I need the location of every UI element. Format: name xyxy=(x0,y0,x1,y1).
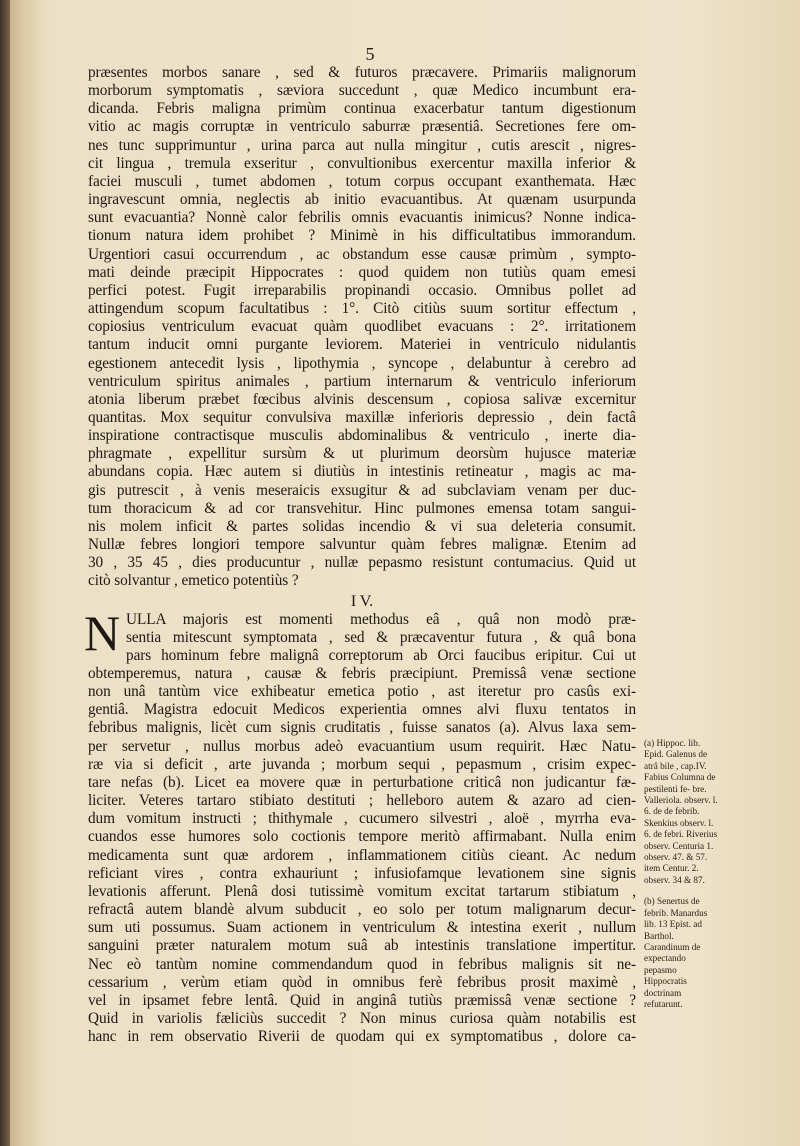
text-line: vitio ac magis corruptæ in ventriculo saburræ præsentiâ. Secretiones fere om- xyxy=(88,118,636,136)
text-line: gis putrescit , à venis meseraicis exsugitur & ad subclaviam venam per duc- xyxy=(88,481,636,499)
text-line: refractâ autem blandè alvum subducit , eo solo per totum malignarum decur- xyxy=(88,901,636,919)
text-line: non unâ tantùm vice exhibeatur emetica potio , ast iteretur pro casûs exi- xyxy=(88,683,636,701)
text-line: per servetur , nullus morbus adeò evacuantium usum requirit. Hæc Natu- xyxy=(88,737,636,755)
margin-note: (b) Senertus de febrib. Manardus lib. 13 Epist. ad Barthol. Carandinum de expectando pepasmo Hippocratis doctrinam refutarunt. xyxy=(644,896,708,1009)
text-line: Nec eò tantùm nomine commendandum quod in febribus malignis sit ne- xyxy=(88,955,636,973)
text-line: cessarium , verùm etiam quòd in omnibus ferè febribus prosit maximè , xyxy=(88,973,636,991)
text-line: reficiant vires , contra exhauriunt ; infusiofamque levationem sine signis xyxy=(88,864,636,882)
text-line: morborum symptomatis , sæviora succedunt , quæ Medico incumbunt era- xyxy=(88,82,636,100)
text-line: atonia liberum præbet fœcibus alvinis descensum , copiosa salivæ excernitur xyxy=(88,390,636,408)
text-line: dum vomitum instructi ; thithymale , cucumero silvestri , aloë , myrrha eva- xyxy=(88,810,636,828)
text-line: gentiâ. Magistra edocuit Medicos experientia omnes alvi fluxu tentatos in xyxy=(88,701,636,719)
text-line: tantum inducit omni purgante leviorem. Materiei in ventriculo nidulantis xyxy=(88,336,636,354)
book-gutter xyxy=(0,0,10,1146)
text-line: egestionem antecedit lysis , lipothymia , syncope , delabuntur à cerebro ad xyxy=(88,354,636,372)
text-line: liciter. Veteres tartaro stibiato destituti ; helleboro autem & azaro ad cien- xyxy=(88,792,636,810)
text-line: phragmate , expellitur sursùm & ut plurimum deorsùm hujusce materiæ xyxy=(88,445,636,463)
text-line: 30 , 35 45 , dies producuntur , nullæ pepasmo resistunt contumacius. Quid ut xyxy=(88,554,636,572)
text-line: tum thoracicum & ad cor transvehitur. Hinc pulmones emensa totam sangui- xyxy=(88,499,636,517)
text-line: perfici potest. Fugit irreparabilis propinandi occasio. Omnibus pollet ad xyxy=(88,281,636,299)
text-line: faciei musculi , tumet abdomen , totum corpus occupant exanthemata. Hæc xyxy=(88,172,636,190)
text-line: ventriculum spiritus animales , partium internarum & ventriculo inferiorum xyxy=(88,372,636,390)
drop-cap: N xyxy=(84,604,121,661)
text-line: dicanda. Febris maligna primùm continua exacerbatur tantum digestionum xyxy=(88,100,636,118)
text-line: inspiratione contractisque musculis abdominalibus & ventriculo , inerte dia- xyxy=(88,427,636,445)
margin-note: (a) Hippoc. lib. Epid. Galenus de atrâ bile , cap.IV. Fabius Columna de pestilenti fe- bre. Valleriola. observ. l. 6. de de febrib. Skenkius observ. l. 6. de febri. Riverius observ. Centuria 1. observ. 47. & 57. item Centur. 2. observ. 34 & 87. xyxy=(644,738,718,885)
text-line: sentia mitescunt symptomata , sed & præcaventur futura , & quâ bona xyxy=(126,628,636,646)
text-line: nis molem inficit & partes solidas incendio & vi sua deleteria consumit. xyxy=(88,517,636,535)
main-text-column xyxy=(84,64,636,1046)
text-line: copiosius ventriculum evacuat quàm quodlibet evacuans : 2°. irritationem xyxy=(88,318,636,336)
text-line: Quid in variolis fæliciùs succedit ? Non minus curiosa quàm notabilis est xyxy=(88,1009,636,1027)
text-line: tare nefas (b). Licet ea movere quæ in perturbatione criticâ non judicantur fæ- xyxy=(88,773,636,791)
text-line: nes tunc supprimuntur , urina parca aut nulla mingitur , cutis arescit , nigres- xyxy=(88,136,636,154)
text-line: Urgentiori casui occurrendum , ac obstandum esse causæ primùm , sympto- xyxy=(88,245,636,263)
text-line: levationis afferunt. Plenâ dosi tutissimè vomitum excitat tartarum stibiatum , xyxy=(88,882,636,900)
section-iv xyxy=(84,604,636,1047)
text-line: ingravescunt omnia, neglectis ab initio evacuantibus. At quænam usurpunda xyxy=(88,191,636,209)
text-line: quantitas. Mox sequitur convulsiva maxillæ inferioris depressio , dein factâ xyxy=(88,408,636,426)
text-line: pars hominum febre malignâ correptorum ab Orci faucibus eripitur. Cui ut xyxy=(126,646,636,664)
text-line: hanc in rem observatio Riverii de quodam qui ex symptomatibus , dolore ca- xyxy=(88,1028,636,1046)
text-line: citò solvantur , emetico potentiùs ? xyxy=(88,572,299,590)
paragraph-2 xyxy=(88,611,636,1047)
text-line: sum uti possumus. Suam actionem in ventriculum & intestina exerit , nullum xyxy=(88,919,636,937)
text-line: ræ via si deficit , arte juvanda ; morbum sequi , pepasmum , crisim expec- xyxy=(88,755,636,773)
text-line: attingendum scopum facultatibus : 1°. Citò citiùs suum sortitur effectum , xyxy=(88,300,636,318)
section-heading: I V. xyxy=(350,592,374,610)
paragraph-1 xyxy=(88,64,636,591)
text-line: mati deinde præcipit Hippocrates : quod quidem non tutiùs quam emesi xyxy=(88,263,636,281)
page-number: 5 xyxy=(365,44,375,64)
book-page xyxy=(10,0,800,1146)
text-line: præsentes morbos sanare , sed & futuros præcavere. Primariis malignorum xyxy=(88,64,636,81)
text-line: medicamenta sunt quæ ardorem , inflammationem citiùs cieant. Ac nedum xyxy=(88,846,636,864)
text-line: cuandos esse humores solo coctionis tempore meritò affirmabant. Nulla enim xyxy=(88,828,636,846)
text-line: febribus malignis, licèt cum signis cruditatis , fuisse sanatos (a). Alvus laxa sem- xyxy=(88,719,636,737)
text-line: Nullæ febres longiori tempore salvuntur quàm febres malignæ. Etenim ad xyxy=(88,536,636,554)
text-line: sanguini præter naturalem motum suâ ab intestinis translatione impertitur. xyxy=(88,937,636,955)
text-line: obtemperemus, natura , causæ & febris præcipiunt. Premissâ venæ sectione xyxy=(88,665,636,682)
margin-notes xyxy=(644,738,720,1020)
text-line: ULLA majoris est momenti methodus eâ , quâ non modò præ- xyxy=(126,610,636,628)
text-line: sunt evacuantia? Nonnè calor febrilis omnis evacuantis inimicus? Nonne indica- xyxy=(88,209,636,227)
text-line: abundans copia. Hæc autem si diutiùs in intestinis retineatur , magis ac ma- xyxy=(88,463,636,481)
text-line: cit lingua , tremula exseritur , convultionibus exercentur maxilla inferior & xyxy=(88,154,636,172)
text-line: vel in ipsamet febre lentâ. Quid in anginâ tutiùs præmissâ venæ sectione ? xyxy=(88,991,636,1009)
text-line: tionum natura idem prohibet ? Minimè in his difficultatibus immorandum. xyxy=(88,227,636,245)
